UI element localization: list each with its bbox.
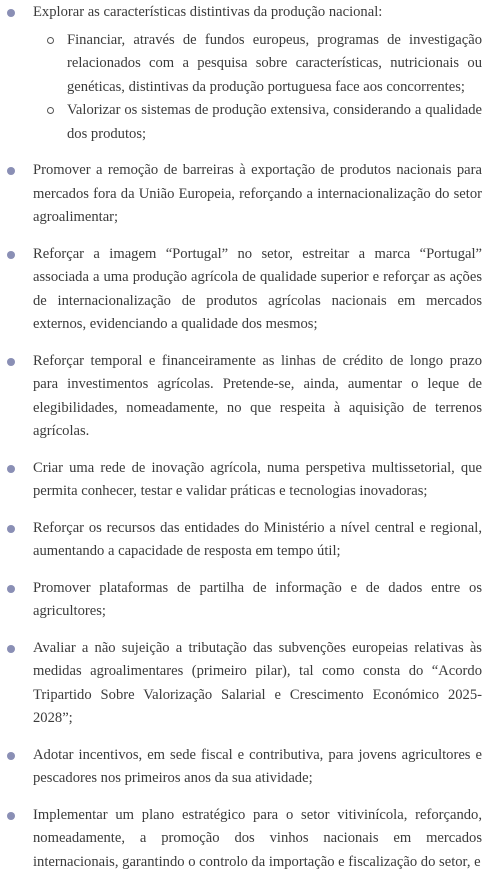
list-item-text: Promover plataformas de partilha de informação e de dados entre os agricultores;: [33, 579, 482, 619]
bullet-icon: [7, 752, 15, 760]
sub-list-item-text: Valorizar os sistemas de produção extensiva, considerando a qualidade dos produtos;: [67, 102, 482, 142]
list-item-text: Implementar um plano estratégico para o setor vitivinícola, reforçando, nomeadamente, a promoção dos vinhos nacionais em mercados internacionais, garantindo o controlo da importação e fiscalização do setor, e: [33, 806, 482, 870]
bullet-icon: [7, 465, 15, 473]
list-item: [0, 744, 499, 791]
list-item: [0, 457, 499, 504]
bullet-icon: [7, 812, 15, 820]
list-item-text: Avaliar a não sujeição a tributação das subvenções europeias relativas às medidas agroalimentares (primeiro pilar), tal como consta do “Acordo Tripartido Sobre Valorização Salarial e Crescimento Económico 2025-2028”;: [33, 639, 482, 726]
sub-list-item: [33, 99, 482, 146]
list-item: [0, 637, 499, 731]
list-item: [0, 1, 499, 146]
bullet-icon: [7, 525, 15, 533]
list-item: [0, 517, 499, 564]
sub-list-item-text: Financiar, através de fundos europeus, programas de investigação relacionados com a pesquisa sobre características, nutricionais ou genéticas, distintivas da produção portuguesa face aos concorrentes;: [67, 31, 482, 95]
sub-list: [33, 29, 482, 147]
list-item: [0, 350, 499, 444]
bullet-icon: [7, 167, 15, 175]
list-item-text: Adotar incentivos, em sede fiscal e contributiva, para jovens agricultores e pescadores nos primeiros anos da sua atividade;: [33, 746, 482, 786]
bullet-icon: [7, 645, 15, 653]
list-item-text: Explorar as características distintivas da produção nacional:: [33, 4, 383, 20]
hollow-bullet-icon: [47, 37, 54, 44]
bullet-icon: [7, 251, 15, 259]
bullet-icon: [7, 9, 15, 17]
list-item-text: Reforçar temporal e financeiramente as linhas de crédito de longo prazo para investimentos agrícolas. Pretende-se, ainda, aumentar o leque de elegibilidades, nomeadamente, no que respeita à aquisição de terrenos agrícolas.: [33, 352, 482, 439]
list-item: [0, 577, 499, 624]
list-item: [0, 243, 499, 337]
document-body: [0, 1, 499, 887]
sub-list-item: [33, 29, 482, 100]
bullet-icon: [7, 585, 15, 593]
bullet-icon: [7, 358, 15, 366]
list-item-text: Promover a remoção de barreiras à exportação de produtos nacionais para mercados fora da União Europeia, reforçando a internacionalização do setor agroalimentar;: [33, 162, 482, 225]
list-item-text: Reforçar a imagem “Portugal” no setor, estreitar a marca “Portugal” associada a uma produção agrícola de qualidade superior e reforçar as ações de internacionalização de produtos agrícolas nacionais em mercados externos, evidenciando a qualidade dos mesmos;: [33, 245, 482, 332]
list-item-text: Criar uma rede de inovação agrícola, numa perspetiva multissetorial, que permita conhecer, testar e validar práticas e tecnologias inovadoras;: [33, 459, 482, 499]
list-item: [0, 804, 499, 875]
hollow-bullet-icon: [47, 107, 54, 114]
list-item-text: Reforçar os recursos das entidades do Ministério a nível central e regional, aumentando a capacidade de resposta em tempo útil;: [33, 519, 482, 559]
list-item: [0, 159, 499, 230]
